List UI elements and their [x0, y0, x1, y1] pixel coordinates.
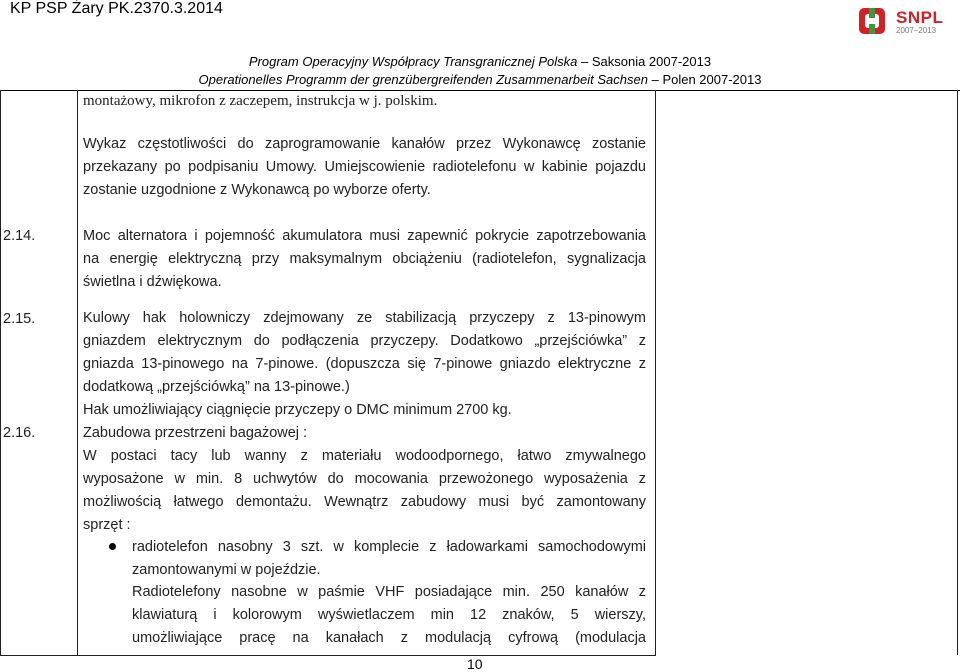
paragraph-line: W postaci tacy lub wanny z materiału wodoodpornego, łatwo zmywalnego — [83, 448, 646, 464]
paragraph-line: na energię elektryczną przy maksymalnym obciążeniu (radiotelefon, sygnalizacja — [83, 251, 646, 267]
paragraph-line: dodatkową „przejściówką” na 13-pinowe.) — [83, 379, 350, 395]
table-border-left — [0, 90, 1, 655]
paragraph-line: sprzęt : — [83, 517, 131, 533]
paragraph-line: wyposażone w min. 8 uchwytów do mocowania przewożonego wyposażenia z — [83, 471, 646, 487]
bullet-line: zamontowanymi w pojeździe. — [132, 562, 321, 578]
bullet-line: umożliwiające pracę na kanałach z modulacją cyfrową (modulacja — [132, 630, 646, 646]
bullet-line: radiotelefon nasobny 3 szt. w komplecie z ładowarkami samochodowymi — [132, 539, 646, 555]
paragraph-line: możliwością łatwego demontażu. Wewnątrz zabudowy musi być zamontowany — [83, 494, 646, 510]
paragraph-line: gniazda 13-pinowego na 7-pinowe. (dopuszcza się 7-pinowe gniazdo elektryczne z — [83, 356, 646, 372]
item-number-2-15: 2.15. — [3, 311, 36, 327]
paragraph-continued: montażowy, mikrofon z zaczepem, instrukcja w j. polskim. — [83, 93, 438, 109]
table-border-bottom — [0, 655, 656, 656]
paragraph-line: Zabudowa przestrzeni bagażowej : — [83, 425, 308, 441]
paragraph-line: zostanie uzgodnione z Wykonawcą po wyborze oferty. — [83, 182, 431, 198]
table-border-col2 — [655, 90, 656, 655]
page-number: 10 — [467, 656, 483, 672]
paragraph-line: Kulowy hak holowniczy zdejmowany ze stabilizacją przyczepy z 13-pinowym — [83, 310, 646, 326]
bullet-icon — [109, 543, 116, 550]
table-border-col1 — [77, 90, 78, 655]
logo-text: SNPL — [896, 8, 944, 27]
paragraph-line: przekazany po podpisaniu Umowy. Umiejscowienie radiotelefonu w kabinie pojazdu — [83, 159, 646, 175]
item-number-2-14: 2.14. — [3, 228, 36, 244]
program-title-de: Operationelles Programm der grenzübergreifenden Zusammenarbeit Sachsen – Polen 2007-2013 — [198, 72, 762, 87]
paragraph-line: gniazdem elektrycznym do podłączenia przyczepy. Dodatkowo „przejściówka” z — [83, 333, 646, 349]
bullet-line: Radiotelefony nasobne w paśmie VHF posiadające min. 250 kanałów z — [132, 584, 646, 600]
paragraph-line: świetlna i dźwiękowa. — [83, 274, 222, 290]
logo-subtext: 2007–2013 — [896, 26, 937, 35]
item-number-2-16: 2.16. — [3, 425, 36, 441]
document-reference: KP PSP Żary PK.2370.3.2014 — [10, 0, 223, 17]
paragraph-line: Hak umożliwiający ciągnięcie przyczepy o DMC minimum 2700 kg. — [83, 402, 512, 418]
bullet-line: klawiaturą i kolorowym wyświetlaczem min 12 znaków, 5 wierszy, — [132, 607, 646, 623]
program-title-pl: Program Operacyjny Współpracy Transgranicznej Polska – Saksonia 2007-2013 — [248, 54, 712, 69]
table-border-right — [957, 90, 958, 655]
paragraph-line: Wykaz częstotliwości do zaprogramowanie kanałów przez Wykonawcę zostanie — [83, 136, 646, 152]
paragraph-line: Moc alternatora i pojemność akumulatora musi zapewnić pokrycie zapotrzebowania — [83, 228, 646, 244]
